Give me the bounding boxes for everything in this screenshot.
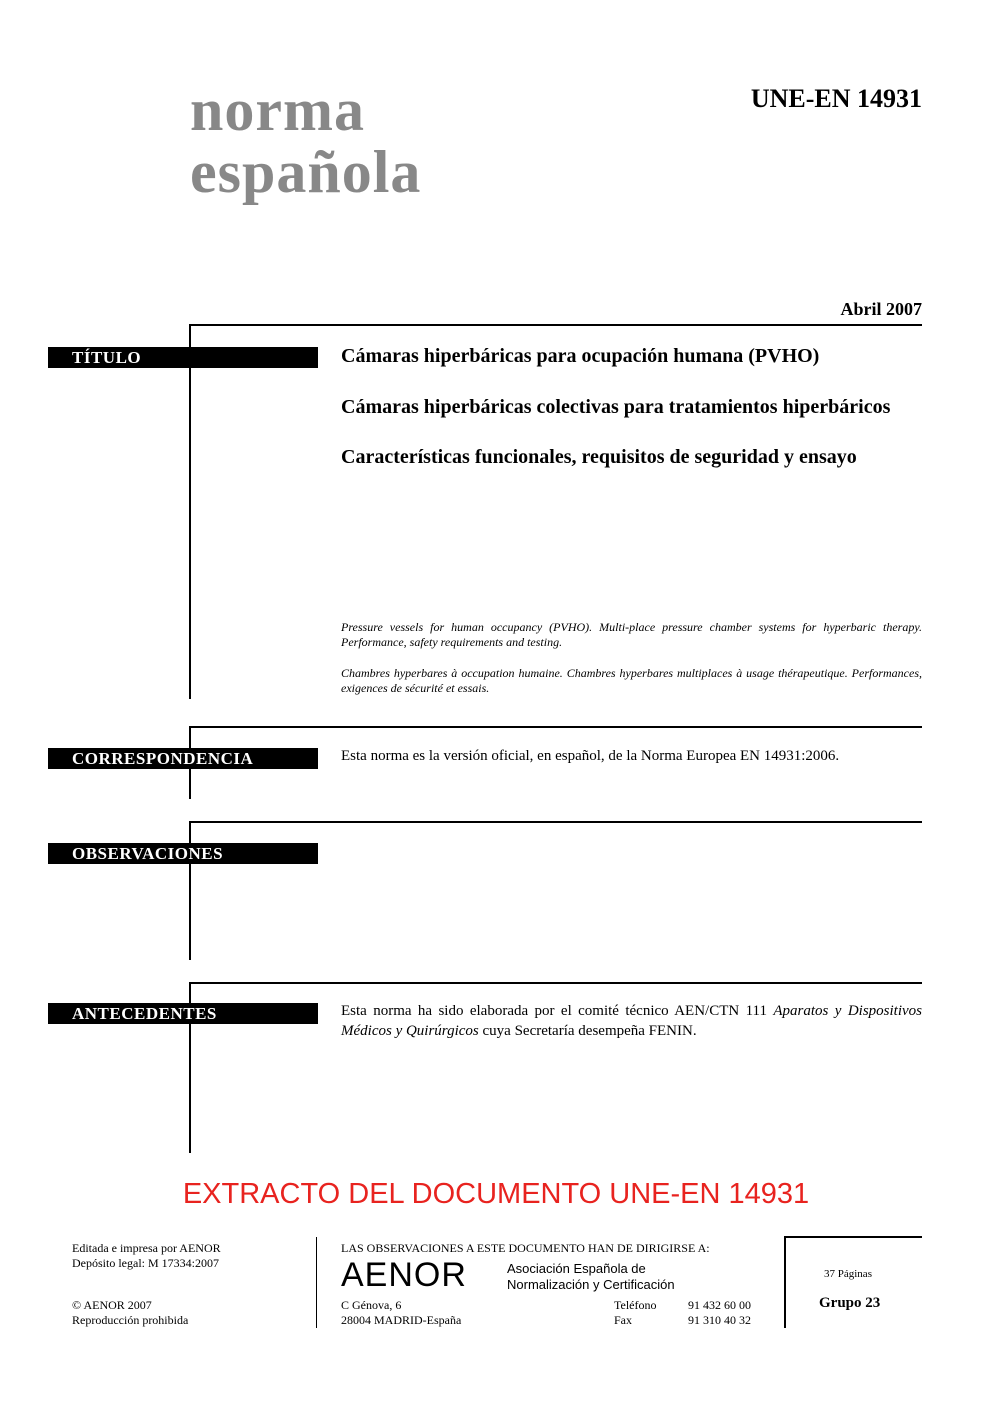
section-divider xyxy=(189,821,922,823)
footer-box-top xyxy=(784,1236,922,1238)
title-translation-fr: Chambres hyperbares à occupation humaine. Chambres hyperbares multiplaces à usage thérapeutique. Performances, exigences de sécurité et essais. xyxy=(341,666,922,695)
aenor-logo: AENOR xyxy=(341,1256,467,1294)
aenor-name xyxy=(507,1261,675,1293)
antecedentes-text xyxy=(341,1001,922,1041)
title-line-2: Cámaras hiperbáricas colectivas para tratamientos hiperbáricos xyxy=(341,396,891,418)
section-label-observaciones: OBSERVACIONES xyxy=(48,843,318,864)
publication-date: Abril 2007 xyxy=(840,299,922,319)
footer-fax-label: Fax xyxy=(614,1313,632,1327)
footer-fax-value: 91 310 40 32 xyxy=(688,1313,751,1327)
section-vertical-rule xyxy=(189,324,191,699)
footer-pages: 37 Páginas xyxy=(824,1268,872,1280)
footer-edited-by: Editada e impresa por AENOR xyxy=(72,1241,221,1255)
section-divider xyxy=(189,982,922,984)
aenor-name-line2: Normalización y Certificación xyxy=(507,1277,675,1292)
footer-phone-label: Teléfono xyxy=(614,1298,657,1312)
footer-phone-value: 91 432 60 00 xyxy=(688,1298,751,1312)
section-vertical-rule xyxy=(189,821,191,960)
aenor-name-line1: Asociación Española de xyxy=(507,1261,646,1276)
title-translation-en: Pressure vessels for human occupancy (PVHO). Multi-place pressure chamber systems for hyperbaric therapy. Performance, safety requirements and testing. xyxy=(341,620,922,649)
footer-legal-deposit: Depósito legal: M 17334:2007 xyxy=(72,1256,219,1270)
footer-address-line1: C Génova, 6 xyxy=(341,1298,402,1312)
title-line-3: Características funcionales, requisitos de seguridad y ensayo xyxy=(341,446,857,468)
brand-espanola: española xyxy=(190,139,422,205)
footer-divider-left xyxy=(316,1237,317,1328)
antecedentes-text-part2: cuya Secretaría desempeña FENIN. xyxy=(478,1023,697,1039)
footer-copyright: © AENOR 2007 xyxy=(72,1298,152,1312)
footer-box-left xyxy=(784,1236,786,1328)
section-label-correspondencia: CORRESPONDENCIA xyxy=(48,748,318,769)
section-divider xyxy=(189,324,922,326)
brand-norma: norma xyxy=(190,77,365,143)
footer-observations-note: LAS OBSERVACIONES A ESTE DOCUMENTO HAN DE DIRIGIRSE A: xyxy=(341,1241,710,1255)
antecedentes-text-part1: Esta norma ha sido elaborada por el comité técnico AEN/CTN 111 xyxy=(341,1003,774,1019)
section-label-antecedentes: ANTECEDENTES xyxy=(48,1003,318,1024)
footer-reproduction: Reproducción prohibida xyxy=(72,1313,189,1327)
correspondencia-text: Esta norma es la versión oficial, en español, de la Norma Europea EN 14931:2006. xyxy=(341,748,840,764)
antecedentes-committee-name: Aparatos y Dispositivos Médicos y Quirúrgicos xyxy=(341,1003,922,1039)
section-divider xyxy=(189,726,922,728)
footer-group: Grupo 23 xyxy=(819,1295,881,1311)
section-label-titulo: TÍTULO xyxy=(48,347,318,368)
title-line-1: Cámaras hiperbáricas para ocupación humana (PVHO) xyxy=(341,345,820,367)
standard-code: UNE-EN 14931 xyxy=(750,84,922,113)
extract-watermark: EXTRACTO DEL DOCUMENTO UNE-EN 14931 xyxy=(182,1178,810,1210)
footer-address-line2: 28004 MADRID-España xyxy=(341,1313,462,1327)
